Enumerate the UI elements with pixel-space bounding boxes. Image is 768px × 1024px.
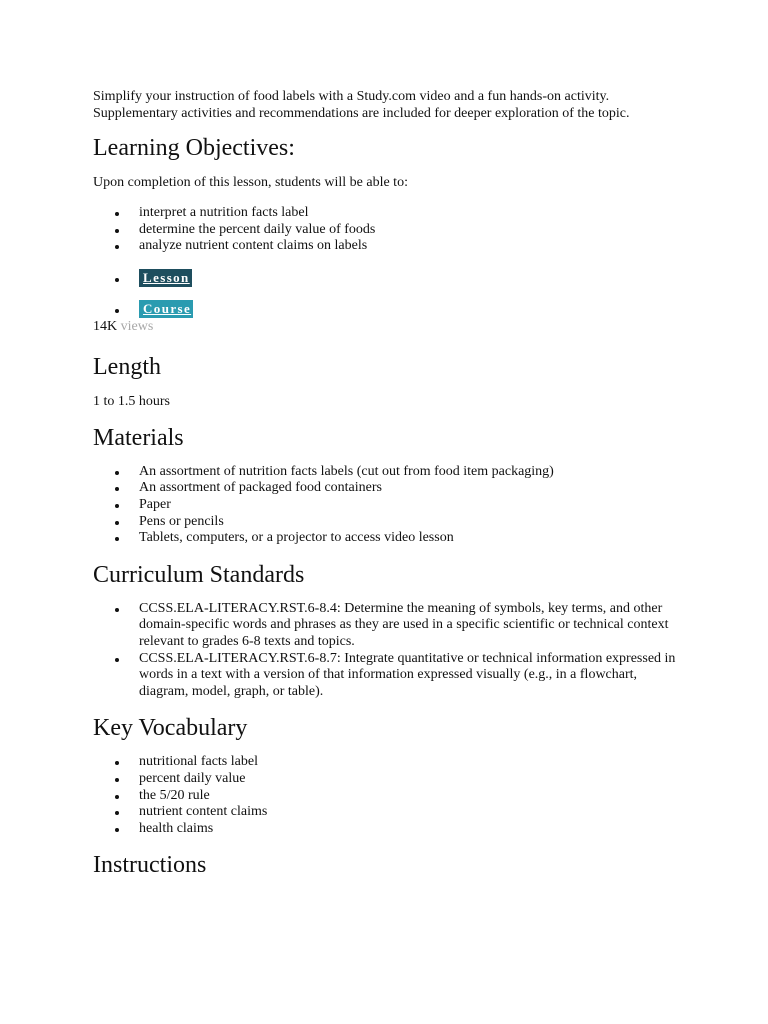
- bullet-icon: [115, 229, 119, 233]
- list-item: [93, 238, 683, 255]
- bullet-icon: [115, 761, 119, 765]
- list-item: [93, 804, 683, 821]
- material-text: Paper: [139, 496, 171, 512]
- bullet-icon: [115, 487, 119, 491]
- list-item: [93, 601, 683, 651]
- standard-text: CCSS.ELA-LITERACY.RST.6-8.7: Integrate quantitative or technical information expressed in words in a text with a version of that information expressed visually (e.g., in a flowchart, diagram, model, graph, or table).: [139, 650, 676, 699]
- vocabulary-text: nutrient content claims: [139, 804, 268, 820]
- bullet-icon: [115, 811, 119, 815]
- materials-heading: Materials: [93, 424, 184, 451]
- materials-list: [93, 464, 683, 547]
- vocabulary-list: [93, 754, 683, 837]
- list-item: [93, 497, 683, 514]
- standards-list: [93, 601, 683, 701]
- material-text: Pens or pencils: [139, 513, 224, 529]
- objectives-lead: Upon completion of this lesson, students will be able to:: [93, 175, 408, 190]
- curriculum-standards-heading: Curriculum Standards: [93, 561, 305, 588]
- list-item: [93, 754, 683, 771]
- list-item: [93, 788, 683, 805]
- lesson-link[interactable]: Lesson: [139, 269, 192, 287]
- bullet-icon: [115, 278, 119, 282]
- intro-paragraph: Simplify your instruction of food labels with a Study.com video and a fun hands-on activity. Supplementary activities and recommendations are included for deeper exploration of the topic.: [93, 89, 630, 121]
- view-count: [93, 319, 683, 335]
- view-count-label: views: [120, 318, 154, 334]
- view-count-number: 14K: [93, 318, 118, 334]
- list-item: [93, 771, 683, 788]
- learning-objectives-heading: Learning Objectives:: [93, 135, 295, 161]
- bullet-icon: [115, 521, 119, 525]
- list-item: [93, 300, 683, 319]
- bullet-icon: [115, 795, 119, 799]
- instructions-heading: Instructions: [93, 852, 207, 879]
- vocabulary-text: the 5/20 rule: [139, 787, 210, 803]
- objectives-list: [93, 205, 683, 255]
- list-item: [93, 530, 683, 547]
- material-text: An assortment of packaged food containers: [139, 480, 382, 496]
- bullet-icon: [115, 537, 119, 541]
- vocabulary-text: nutritional facts label: [139, 754, 258, 770]
- list-item: [93, 205, 683, 222]
- list-item: [93, 480, 683, 497]
- bullet-icon: [115, 309, 119, 313]
- list-item: [93, 514, 683, 531]
- material-text: An assortment of nutrition facts labels (cut out from food item packaging): [139, 463, 554, 479]
- bullet-icon: [115, 245, 119, 249]
- list-item: [93, 651, 683, 701]
- course-link[interactable]: Course: [139, 300, 193, 318]
- bullet-icon: [115, 608, 119, 612]
- bullet-icon: [115, 212, 119, 216]
- bullet-icon: [115, 471, 119, 475]
- bullet-icon: [115, 658, 119, 662]
- resource-links: [93, 269, 683, 319]
- bullet-icon: [115, 778, 119, 782]
- list-item: [93, 269, 683, 288]
- material-text: Tablets, computers, or a projector to access video lesson: [139, 530, 454, 546]
- objective-text: interpret a nutrition facts label: [139, 205, 309, 220]
- standard-text: CCSS.ELA-LITERACY.RST.6-8.4: Determine the meaning of symbols, key terms, and other domain-specific words and phrases as they are used in a specific scientific or technical context relevant to grades 6-8 texts and topics.: [139, 600, 669, 649]
- list-item: [93, 464, 683, 481]
- length-heading: Length: [93, 353, 161, 380]
- document-page: [93, 88, 683, 891]
- objective-text: determine the percent daily value of foods: [139, 221, 376, 237]
- list-item: [93, 222, 683, 239]
- key-vocabulary-heading: Key Vocabulary: [93, 715, 248, 742]
- vocabulary-text: percent daily value: [139, 770, 246, 786]
- length-value: 1 to 1.5 hours: [93, 393, 170, 409]
- objective-text: analyze nutrient content claims on labels: [139, 238, 368, 254]
- bullet-icon: [115, 504, 119, 508]
- bullet-icon: [115, 828, 119, 832]
- list-item: [93, 821, 683, 838]
- vocabulary-text: health claims: [139, 820, 214, 836]
